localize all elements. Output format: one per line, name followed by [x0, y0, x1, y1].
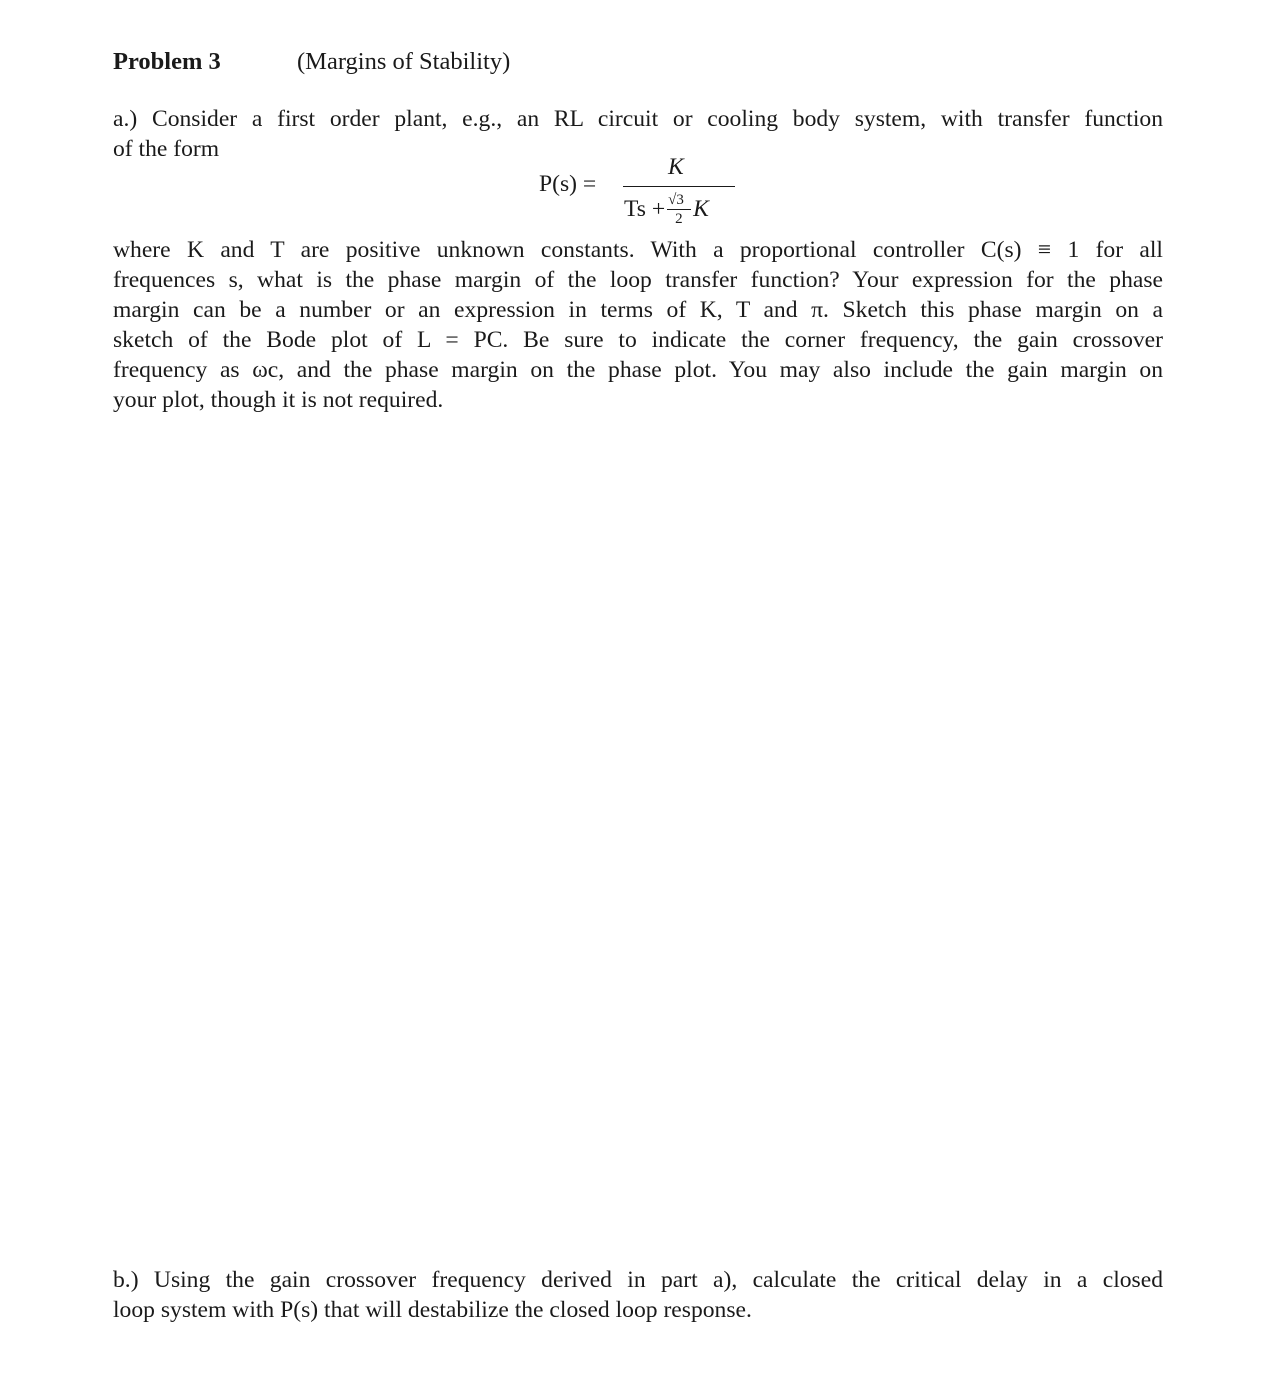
- problem-heading: [113, 48, 510, 76]
- transfer-function-equation: [113, 152, 1163, 232]
- equation-denominator: [624, 192, 709, 226]
- text-line: sketch of the Bode plot of L = PC. Be sure to indicate the corner frequency, the gain crossover: [113, 327, 1163, 353]
- text-line: frequency as ωc, and the phase margin on the phase plot. You may also include the gain margin on: [113, 357, 1163, 383]
- equation-numerator: K: [668, 154, 684, 180]
- text-line: frequences s, what is the phase margin of the loop transfer function? Your expression for the phase: [113, 267, 1163, 293]
- small-fraction-bar: [667, 209, 691, 210]
- fraction-bar: [623, 186, 735, 187]
- text-line: of the form: [113, 136, 220, 162]
- text-line: a.) Consider a first order plant, e.g., an RL circuit or cooling body system, with transfer function: [113, 106, 1163, 132]
- denominator-suffix: K: [693, 196, 709, 222]
- problem-topic: (Margins of Stability): [297, 48, 511, 75]
- text-line: margin can be a number or an expression in terms of K, T and π. Sketch this phase margin on a: [113, 297, 1163, 323]
- text-line: b.) Using the gain crossover frequency derived in part a), calculate the critical delay in a closed: [113, 1267, 1163, 1293]
- text-line: your plot, though it is not required.: [113, 387, 444, 413]
- text-line: where K and T are positive unknown constants. With a proportional controller C(s) ≡ 1 for all: [113, 237, 1163, 263]
- denominator-prefix: Ts +: [624, 196, 666, 222]
- problem-label: Problem 3: [113, 48, 221, 75]
- part-a-question: [113, 235, 1163, 415]
- document-page: [113, 0, 1163, 1400]
- text-line: loop system with P(s) that will destabilize the closed loop response.: [113, 1297, 752, 1323]
- part-b-question: [113, 1265, 1163, 1325]
- coeff-denominator: 2: [675, 211, 683, 227]
- equation-lhs: P(s) =: [539, 171, 597, 197]
- sqrt3-over-2-fraction: [667, 192, 691, 226]
- coeff-numerator: √3: [668, 192, 684, 208]
